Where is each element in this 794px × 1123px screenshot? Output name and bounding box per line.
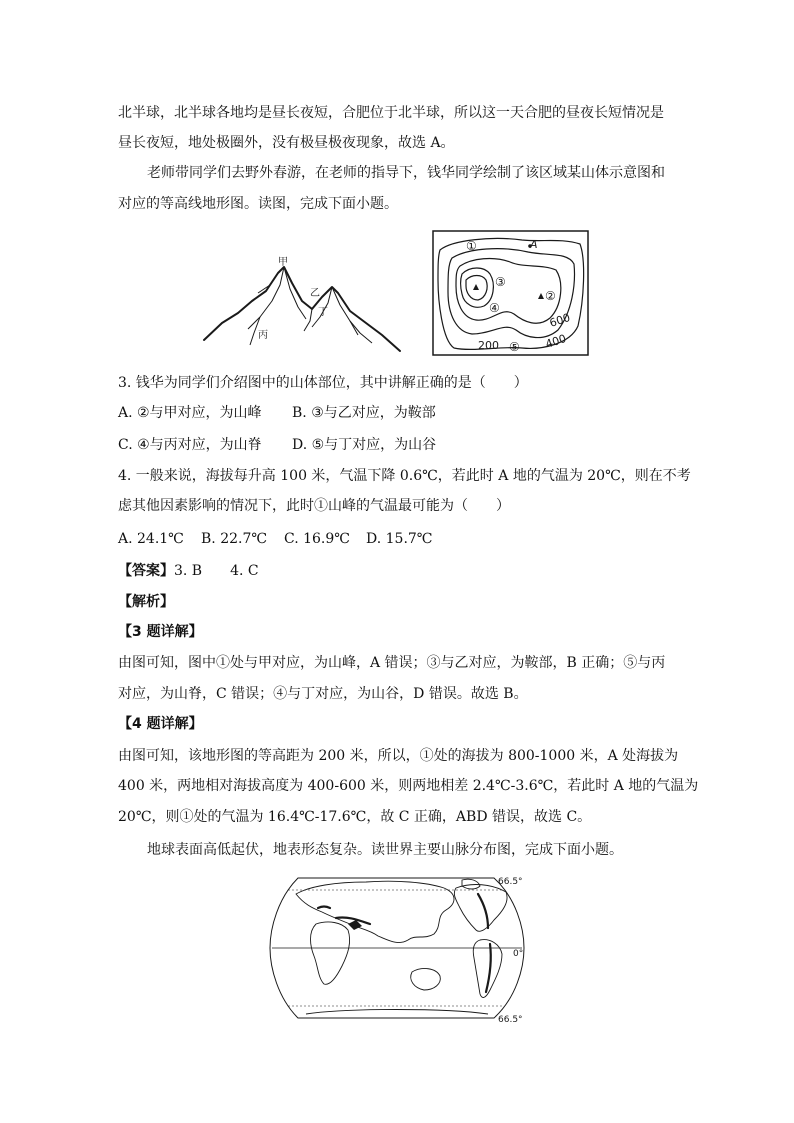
label-circle-1: ① bbox=[466, 239, 477, 253]
q3-option-b: B. ③与乙对应，为鞍部 bbox=[292, 405, 436, 421]
label-600: 600 bbox=[547, 311, 572, 330]
answer-line bbox=[118, 561, 259, 581]
q4-option-b: B. 22.7℃ bbox=[201, 531, 268, 547]
analysis-q3-title: 【3 题详解】 bbox=[118, 624, 203, 640]
lat-label-bottom: 66.5° bbox=[498, 1015, 523, 1025]
q4-option-c: C. 16.9℃ bbox=[284, 531, 350, 547]
label-circle-3: ③ bbox=[495, 275, 506, 289]
answer-text: 3. B 4. C bbox=[174, 563, 259, 579]
label-yi: 乙 bbox=[310, 288, 320, 299]
analysis-q3-text: 由图可知，图中①处与甲对应，为山峰，A 错误；③与乙对应，为鞍部，B 正确；⑤与丙 bbox=[118, 655, 666, 671]
label-jia: 甲 bbox=[278, 257, 288, 268]
next-section-intro: 地球表面高低起伏，地表形态复杂。读世界主要山脉分布图，完成下面小题。 bbox=[147, 842, 623, 858]
question-4-stem: 虑其他因素影响的情况下，此时①山峰的气温最可能为（ ） bbox=[118, 498, 510, 514]
q3-option-d: D. ⑤与丁对应，为山谷 bbox=[292, 437, 437, 453]
question-4-options bbox=[118, 529, 432, 549]
question-4-stem: 4. 一般来说，海拔每升高 100 米，气温下降 0.6℃，若此时 A 地的气温为 20℃，则在不考 bbox=[118, 468, 691, 484]
paragraph-line: 老师带同学们去野外春游，在老师的指导下，钱华同学绘制了该区域某山体示意图和 bbox=[147, 165, 665, 181]
lat-label-equator: 0° bbox=[513, 949, 524, 959]
analysis-q4-title: 【4 题详解】 bbox=[118, 716, 203, 732]
label-bing: 丙 bbox=[258, 330, 268, 341]
q3-option-a: A. ②与甲对应，为山峰 bbox=[118, 405, 262, 421]
analysis-q4-text: 20℃，则①处的气温为 16.4℃-17.6℃，故 C 正确，ABD 错误，故选 C。 bbox=[118, 809, 592, 825]
analysis-q4-text: 400 米，两地相对海拔高度为 400-600 米，则两地相差 2.4℃-3.6℃，若此时 A 地的气温为 bbox=[118, 778, 699, 794]
world-mountains-map bbox=[266, 868, 528, 1026]
label-A: A bbox=[530, 238, 538, 251]
answer-label: 【答案】 bbox=[118, 563, 174, 579]
label-400: 400 bbox=[543, 332, 568, 351]
analysis-title: 【解析】 bbox=[118, 594, 174, 610]
question-3-stem: 3. 钱华为同学们介绍图中的山体部位，其中讲解正确的是（ ） bbox=[118, 375, 528, 391]
q3-option-c: C. ④与丙对应，为山脊 bbox=[118, 437, 262, 453]
analysis-q4-text: 由图可知，该地形图的等高距为 200 米，所以，①处的海拔为 800-1000 米，A 处海拔为 bbox=[118, 748, 679, 764]
paragraph-line: 北半球，北半球各地均是昼长夜短，合肥位于北半球，所以这一天合肥的昼夜长短情况是 bbox=[118, 105, 664, 121]
analysis-q3-text: 对应，为山脊，C 错误；④与丁对应，为山谷，D 错误。故选 B。 bbox=[118, 686, 528, 702]
mountain-sketch-figure bbox=[200, 255, 408, 365]
label-circle-5: ⑤ bbox=[509, 340, 520, 354]
contour-map-figure bbox=[432, 230, 589, 356]
label-circle-4: ④ bbox=[489, 301, 500, 315]
question-3-options-row-1 bbox=[118, 403, 436, 423]
q4-option-d: D. 15.7℃ bbox=[366, 531, 433, 547]
q4-option-a: A. 24.1℃ bbox=[118, 531, 184, 547]
paragraph-line: 对应的等高线地形图。读图，完成下面小题。 bbox=[118, 196, 398, 212]
label-ding: 丁 bbox=[318, 307, 328, 318]
label-200: 200 bbox=[478, 339, 499, 352]
paragraph-line: 昼长夜短，地处极圈外，没有极昼极夜现象，故选 A。 bbox=[118, 135, 455, 151]
label-circle-2: ② bbox=[545, 289, 556, 303]
lat-label-top: 66.5° bbox=[498, 877, 523, 887]
question-3-options-row-2 bbox=[118, 435, 436, 455]
